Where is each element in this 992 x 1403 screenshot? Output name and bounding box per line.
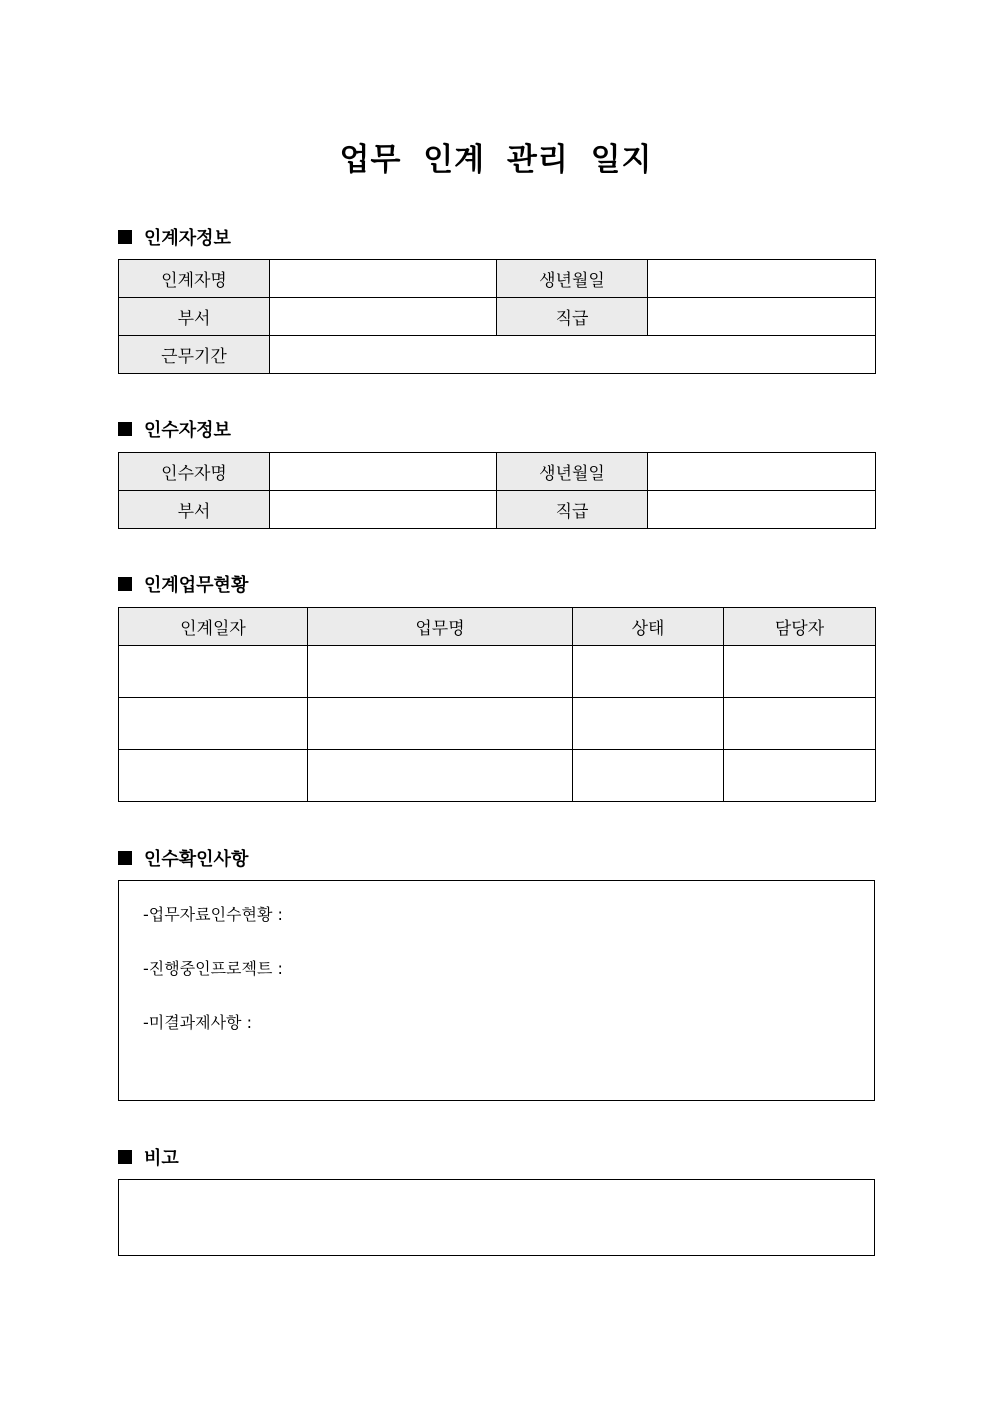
handover-tasks-table — [118, 607, 876, 802]
square-bullet-icon — [118, 1150, 132, 1164]
task-date-cell[interactable] — [119, 646, 308, 698]
column-header-status: 상태 — [573, 608, 724, 646]
section-heading-handover-person — [118, 224, 231, 250]
task-owner-cell[interactable] — [724, 698, 876, 750]
task-name-cell[interactable] — [308, 750, 573, 802]
receipt-check-item-documents: -업무자료인수현황 : — [143, 905, 283, 924]
handover-name-label: 인계자명 — [119, 260, 270, 298]
receiver-rank-label: 직급 — [497, 491, 648, 529]
handover-dept-label: 부서 — [119, 298, 270, 336]
table-row — [119, 698, 876, 750]
handover-rank-field[interactable] — [648, 298, 876, 336]
table-row — [119, 750, 876, 802]
receiver-birth-label: 생년월일 — [497, 453, 648, 491]
section-heading-receipt-check — [118, 845, 248, 871]
receipt-check-item-pending: -미결과제사항 : — [143, 1013, 252, 1032]
task-name-cell[interactable] — [308, 646, 573, 698]
receiver-dept-field[interactable] — [270, 491, 497, 529]
receiver-dept-label: 부서 — [119, 491, 270, 529]
handover-period-field[interactable] — [270, 336, 876, 374]
section-heading-handover-tasks — [118, 571, 248, 597]
handover-dept-field[interactable] — [270, 298, 497, 336]
receiver-birth-field[interactable] — [648, 453, 876, 491]
task-date-cell[interactable] — [119, 698, 308, 750]
section-heading-receiver-person — [118, 416, 231, 442]
section-heading-label: 인수확인사항 — [144, 849, 249, 870]
section-heading-remarks — [118, 1144, 179, 1170]
handover-birth-label: 생년월일 — [497, 260, 648, 298]
task-status-cell[interactable] — [573, 750, 724, 802]
receiver-name-field[interactable] — [270, 453, 497, 491]
column-header-date: 인계일자 — [119, 608, 308, 646]
column-header-owner: 담당자 — [724, 608, 876, 646]
column-header-task-name: 업무명 — [308, 608, 573, 646]
square-bullet-icon — [118, 422, 132, 436]
task-name-cell[interactable] — [308, 698, 573, 750]
task-date-cell[interactable] — [119, 750, 308, 802]
task-status-cell[interactable] — [573, 646, 724, 698]
square-bullet-icon — [118, 851, 132, 865]
task-status-cell[interactable] — [573, 698, 724, 750]
receipt-check-box[interactable] — [118, 880, 875, 1101]
handover-person-table — [118, 259, 876, 374]
handover-name-field[interactable] — [270, 260, 497, 298]
section-heading-label: 인수자정보 — [144, 420, 231, 441]
handover-rank-label: 직급 — [497, 298, 648, 336]
square-bullet-icon — [118, 577, 132, 591]
table-row — [119, 646, 876, 698]
section-heading-label: 인계자정보 — [144, 228, 231, 249]
receiver-rank-field[interactable] — [648, 491, 876, 529]
task-owner-cell[interactable] — [724, 750, 876, 802]
document-title: 업무 인계 관리 일지 — [339, 142, 653, 178]
handover-period-label: 근무기간 — [119, 336, 270, 374]
task-owner-cell[interactable] — [724, 646, 876, 698]
square-bullet-icon — [118, 230, 132, 244]
remarks-box[interactable] — [118, 1179, 875, 1256]
section-heading-label: 인계업무현황 — [144, 575, 249, 596]
section-heading-label: 비고 — [144, 1148, 179, 1169]
handover-birth-field[interactable] — [648, 260, 876, 298]
receiver-name-label: 인수자명 — [119, 453, 270, 491]
receiver-person-table — [118, 452, 876, 529]
receipt-check-item-projects: -진행중인프로젝트 : — [143, 959, 283, 978]
